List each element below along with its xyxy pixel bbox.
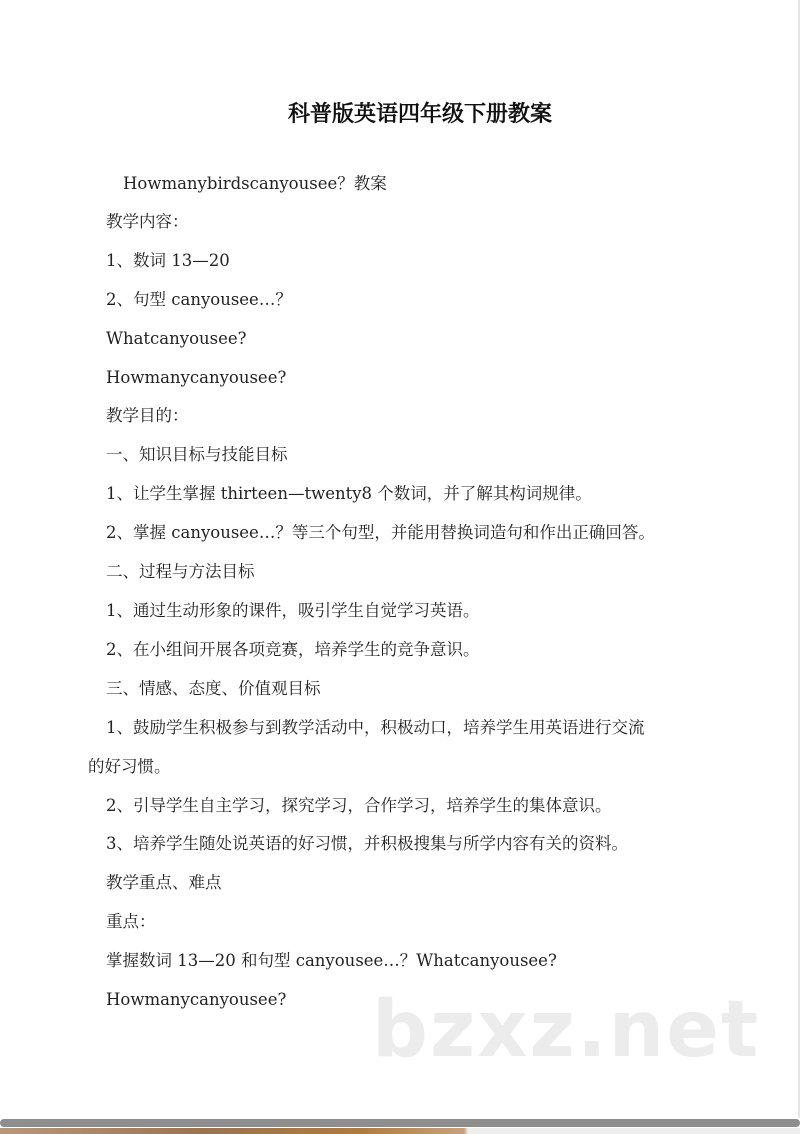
paragraph-line: 1、鼓励学生积极参与到教学活动中，积极动口，培养学生用英语进行交流 [106, 718, 645, 737]
paragraph-line: 三、情感、态度、价值观目标 [106, 679, 321, 698]
paragraph-line: 教学内容： [106, 212, 189, 231]
paragraph-line: 掌握数词 13—20 和句型 canyousee…？Whatcanyousee? [106, 951, 557, 970]
paragraph-line: Whatcanyousee? [106, 329, 247, 348]
paragraph-line: 教学重点、难点 [106, 873, 222, 892]
paragraph-line: Howmanycanyousee? [106, 368, 287, 387]
paragraph-line: 2、引导学生自主学习，探究学习，合作学习，培养学生的集体意识。 [106, 796, 612, 815]
paragraph-line: 的好习惯。 [88, 757, 171, 776]
paragraph-line: 2、在小组间开展各项竞赛，培养学生的竞争意识。 [106, 640, 480, 659]
paragraph-line: 3、培养学生随处说英语的好习惯，并积极搜集与所学内容有关的资料。 [106, 834, 628, 853]
paragraph-line: 2、掌握 canyousee…？等三个句型，并能用替换词造句和作出正确回答。 [106, 523, 655, 542]
paragraph-line: 一、知识目标与技能目标 [106, 445, 288, 464]
paragraph-line: 1、通过生动形象的课件，吸引学生自觉学习英语。 [106, 601, 480, 620]
paragraph-line: 二、过程与方法目标 [106, 562, 255, 581]
paragraph-line: Howmanycanyousee? [106, 990, 287, 1009]
paragraph-line: 1、数词 13—20 [106, 251, 230, 270]
paragraph-line: 重点： [106, 912, 156, 931]
paragraph-line: Howmanybirdscanyousee？教案 [123, 174, 387, 193]
paragraph-line: 教学目的： [106, 406, 189, 425]
paragraph-line: 2、句型 canyousee…？ [106, 290, 292, 309]
horizontal-scrollbar[interactable] [0, 1119, 800, 1127]
paragraph-line: 1、让学生掌握 thirteen—twenty8 个数词，并了解其构词规律。 [106, 484, 592, 503]
taskbar-strip [0, 1128, 800, 1134]
watermark: bzxz.net [372, 985, 761, 1075]
document-title: 科普版英语四年级下册教案 [287, 102, 552, 127]
